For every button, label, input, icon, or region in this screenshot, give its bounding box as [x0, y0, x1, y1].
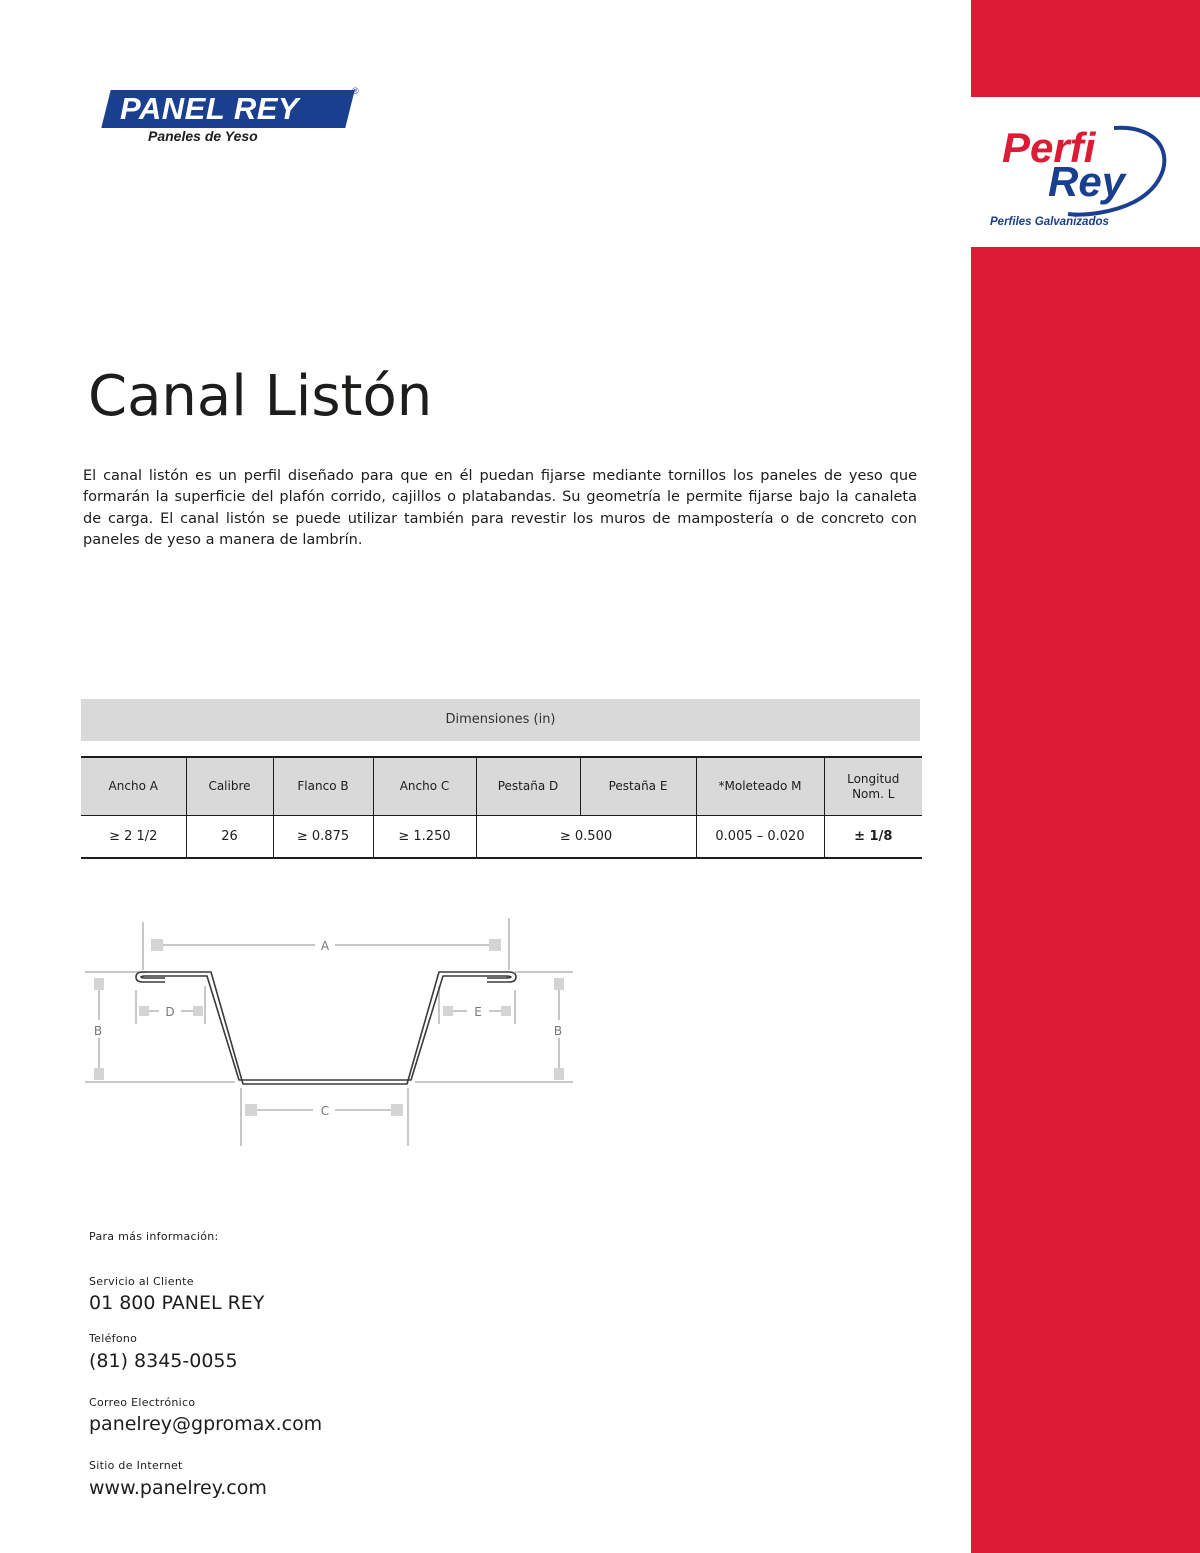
web-link[interactable]: www.panelrey.com — [89, 1477, 267, 1499]
registered-mark: ® — [352, 86, 359, 96]
intro-paragraph: El canal listón es un perfil diseñado para que en él puedan fijarse mediante tornillos los paneles de yeso que formarán la superficie del plafón corrido, cajillos o platabandas. Su geometría le permite fijarse bajo la canaleta de carga. El canal listón se puede utilizar también para revestir los muros de mampostería o de concreto con paneles de yeso a manera de lambrín. — [83, 468, 917, 548]
dimensions-table — [81, 756, 922, 859]
header-longitud — [824, 757, 922, 816]
header-ancho-c: Ancho C — [373, 757, 476, 816]
perfi-rey-logo-tagline: Perfiles Galvanizados — [990, 216, 1109, 228]
phone-label: Teléfono — [89, 1332, 138, 1345]
header-calibre: Calibre — [186, 757, 273, 816]
cell-ancho-c: ≥ 1.250 — [373, 816, 476, 859]
dim-label-d: D — [165, 1005, 175, 1019]
dim-label-b-left: B — [93, 1024, 103, 1038]
table-row — [81, 816, 922, 859]
header-moleteado: *Moleteado M — [696, 757, 824, 816]
table-caption: Dimensiones (in) — [81, 699, 920, 741]
red-band-top — [971, 0, 1200, 97]
header-longitud-line2: Nom. L — [852, 786, 895, 801]
contact-heading: Para más información: — [89, 1230, 219, 1243]
profile-diagram — [85, 912, 580, 1152]
service-value: 01 800 PANEL REY — [89, 1292, 265, 1314]
dim-label-b-right: B — [553, 1024, 563, 1038]
perfi-rey-logo-line2: Rey — [1048, 158, 1126, 205]
dim-label-c: C — [320, 1104, 330, 1118]
page-title: Canal Listón — [88, 364, 433, 429]
cell-longitud: ± 1/8 — [824, 816, 922, 859]
panel-rey-logo-tagline: Paneles de Yeso — [148, 128, 258, 144]
table-header-row — [81, 757, 922, 816]
dim-label-e: E — [474, 1005, 482, 1019]
header-pestana-e: Pestaña E — [580, 757, 696, 816]
service-label: Servicio al Cliente — [89, 1275, 194, 1288]
dim-label-a: A — [320, 939, 330, 953]
cell-flanco-b: ≥ 0.875 — [273, 816, 373, 859]
cell-moleteado: 0.005 – 0.020 — [696, 816, 824, 859]
header-longitud-line1: Longitud — [847, 771, 900, 786]
cell-pestanas: ≥ 0.500 — [476, 816, 696, 859]
cell-calibre: 26 — [186, 816, 273, 859]
perfi-rey-logo — [984, 118, 1184, 238]
perfi-rey-logo-line1: Perfi — [1002, 124, 1096, 171]
web-label: Sitio de Internet — [89, 1459, 183, 1472]
header-pestana-d: Pestaña D — [476, 757, 580, 816]
panel-rey-logo — [106, 86, 364, 148]
cell-ancho-a: ≥ 2 1/2 — [81, 816, 186, 859]
red-band-bottom — [971, 247, 1200, 1553]
phone-value: (81) 8345-0055 — [89, 1350, 238, 1372]
panel-rey-logo-name: PANEL REY — [120, 91, 300, 126]
email-label: Correo Electrónico — [89, 1396, 196, 1409]
header-ancho-a: Ancho A — [81, 757, 186, 816]
email-link[interactable]: panelrey@gpromax.com — [89, 1413, 323, 1435]
header-flanco-b: Flanco B — [273, 757, 373, 816]
